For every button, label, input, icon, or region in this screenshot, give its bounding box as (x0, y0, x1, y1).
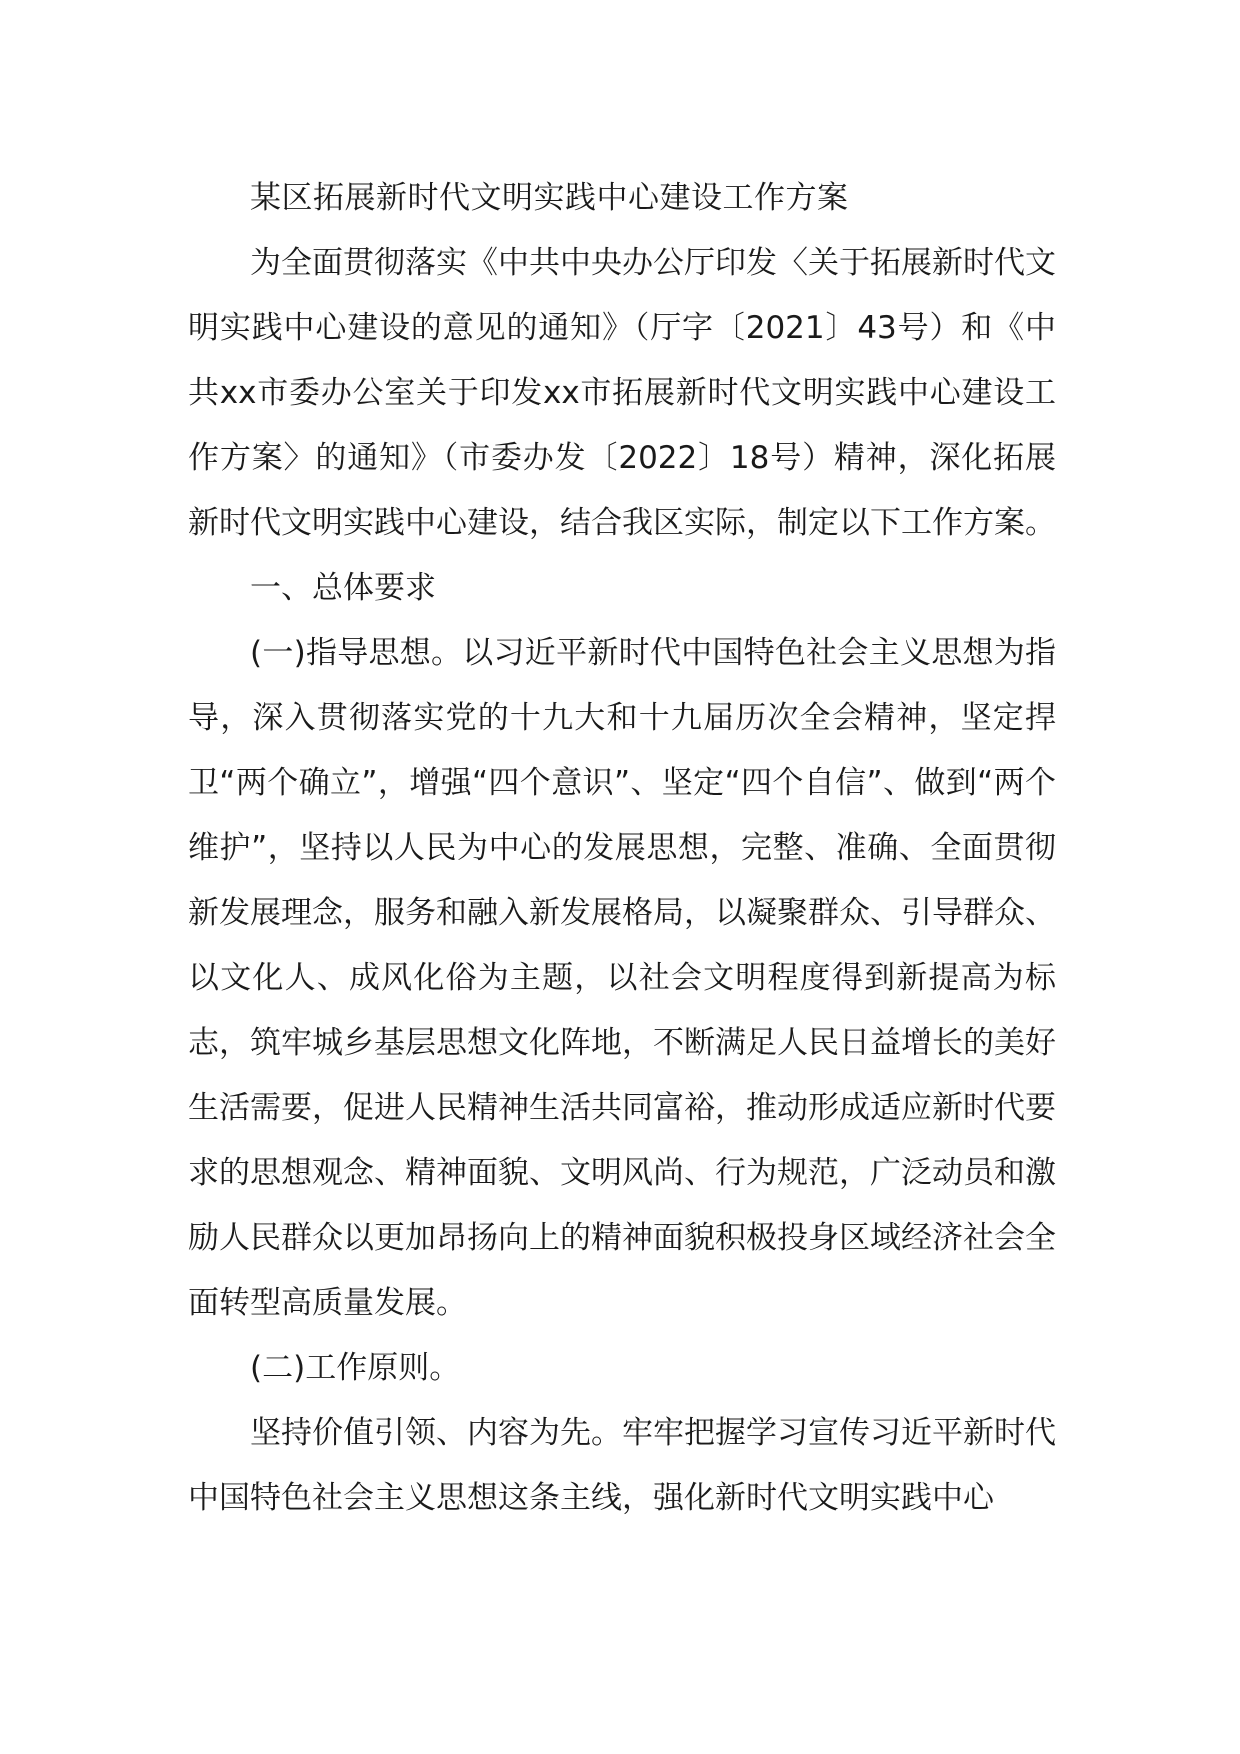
value-guidance-paragraph: 坚持价值引领、内容为先。牢牢把握学习宣传习近平新时代中国特色社会主义思想这条主线，强化新时代文明实践中心 (188, 1415, 1056, 1516)
document-body (188, 166, 1056, 1531)
intro-paragraph: 为全面贯彻落实《中共中央办公厅印发〈关于拓展新时代文明实践中心建设的意见的通知》（厅字〔2021〕43号）和《中共xx市委办公室关于印发xx市拓展新时代文明实践中心建设工作方案〉的通知》（市委办发〔2022〕18号）精神，深化拓展新时代文明实践中心建设，结合我区实际，制定以下工作方案。 (188, 245, 1056, 541)
subsection-heading-work-principles: (二)工作原则。 (250, 1350, 461, 1386)
guiding-ideology-paragraph: (一)指导思想。以习近平新时代中国特色社会主义思想为指导，深入贯彻落实党的十九大和十九届历次全会精神，坚定捍卫“两个确立”，增强“四个意识”、坚定“四个自信”、做到“两个维护”，坚持以人民为中心的发展思想，完整、准确、全面贯彻新发展理念，服务和融入新发展格局，以凝聚群众、引导群众、以文化人、成风化俗为主题，以社会文明程度得到新提高为标志，筑牢城乡基层思想文化阵地，不断满足人民日益增长的美好生活需要，促进人民精神生活共同富裕，推动形成适应新时代要求的思想观念、精神面貌、文明风尚、行为规范，广泛动员和激励人民群众以更加昂扬向上的精神面貌积极投身区域经济社会全面转型高质量发展。 (188, 635, 1056, 1321)
document-title: 某区拓展新时代文明实践中心建设工作方案 (250, 180, 849, 216)
section-heading-general-requirements: 一、总体要求 (250, 570, 436, 606)
